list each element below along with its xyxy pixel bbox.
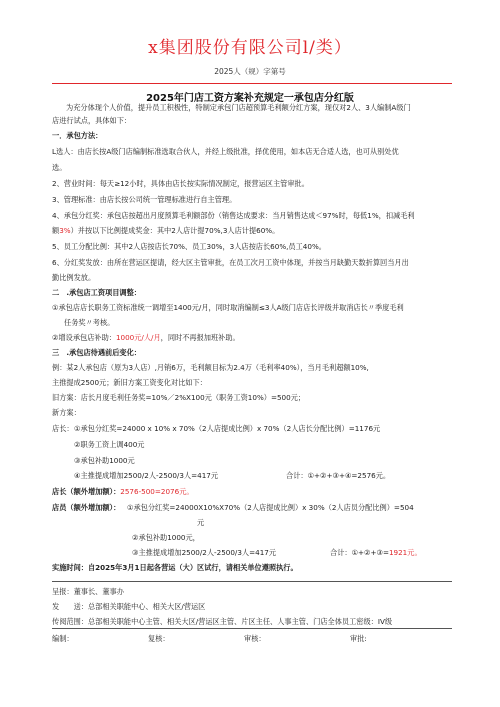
staff-item-3: ③主推提成增加2500/2人-2500/3人=417元 <box>132 548 277 557</box>
s3-line-2: 主推提成2500元；新旧方案工资变化对比如下： <box>52 378 207 387</box>
s2-item-2-a: ②增设承包店补助： <box>52 333 116 342</box>
s1-item-5: 5、员工分配比例：其中2人店按店长70%、员工30%，3人店按店长60%,员工40%。 <box>52 242 326 251</box>
s1-item-3: 3、管理标准：由店长按公司统一管理标准进行自主管理。 <box>52 195 237 204</box>
section-3-heading: 三 .承包店待遇前后变化： <box>52 348 141 357</box>
s2-item-1-cont: 任务奖〃考核。 <box>64 318 115 327</box>
document-number: 2025人（规）字第号 <box>214 67 286 76</box>
staff-total-a: 合计：①+②+③= <box>330 548 389 557</box>
s1-item-4-cont-a: 额 <box>52 226 60 235</box>
s1-item-6: 6、分红奖发放：由所在营运区提请，经大区主管审批，在员工次月工资中体现，并按当月缺勤天数折算回当月出 <box>52 258 409 267</box>
effective-date: 实施时间：自2025年3月1日起各营运（大）区试行，请相关单位遵照执行。 <box>52 563 298 572</box>
manager-extra-label: 店长（额外增加额）： <box>52 487 121 496</box>
sign-compile: 编制： <box>52 634 74 643</box>
s1-item-2: 2、营业时间：每天≥12小时，具体由店长按实际情况制定，报营运区主管审批。 <box>52 179 309 188</box>
divider-bottom <box>52 628 452 629</box>
sign-recheck: 复核： <box>148 634 170 643</box>
s2-item-2-red: 1000元/人/月 <box>115 333 161 342</box>
circulation-scope: 传阅范围：总部相关职能中心主管、相关大区/营运区主管、片区主任、人事主管、门店全体员工密级：IV级 <box>52 617 393 626</box>
sign-approve: 审批: <box>350 634 367 643</box>
intro-line-2: 店进行试点，具体如下： <box>52 116 132 125</box>
staff-total-red: 1921元。 <box>388 548 422 557</box>
manager-item-1: ①承包分红奖=24000 x 10% x 70%（2人店提成比例）x 70%（2人店长分配比例）=1176元 <box>74 424 381 433</box>
s2-item-1: ①承包店店长职务工资标准统一调增至1400元/月，同时取消编制≤3人A级门店店长评级并取消店长〃季度毛利 <box>52 303 404 312</box>
manager-extra-value: 2576-500=2076元。 <box>120 487 194 496</box>
staff-item-1: ①承包分红奖=24000X10%X70%（2人店提成比例）x 30%（2人店员分配比例）=504 <box>127 503 414 512</box>
header-red-rule <box>52 83 452 84</box>
s3-line-4: 新方案： <box>52 408 81 417</box>
s1-item-1-cont: 选。 <box>52 163 67 172</box>
staff-total <box>330 548 422 557</box>
s1-item-6-cont: 勤比例发放。 <box>52 273 96 282</box>
divider-top <box>52 581 452 582</box>
s1-item-4: 4、承包分红奖：承包店按超出月度预算毛利额部份（销售达成要求：当月销售达成＜97%时，每低1%，扣减毛利 <box>52 211 415 220</box>
staff-item-1-cont: 元 <box>197 518 205 527</box>
manager-item-3: ③承包补助1000元 <box>74 456 135 465</box>
s2-item-2 <box>52 333 240 342</box>
s3-line-3: 旧方案：店长月度毛利任务奖=10%／2%X100元（职务工资10%）=500元； <box>52 393 306 402</box>
staff-label: 店员（额外增加额）： <box>52 503 121 512</box>
manager-total: 合计：①+②+③+④=2576元。 <box>286 471 391 480</box>
manager-label: 店长： <box>52 424 74 433</box>
send-to: 发 送：总部相关职能中心、相关大区/营运区 <box>52 602 206 611</box>
manager-extra <box>52 487 194 496</box>
staff-item-2: ②承包补助1000元， <box>132 533 200 542</box>
company-name: x集团股份有限公司l/类） <box>148 38 352 58</box>
s1-item-4-red: 3% <box>59 226 71 235</box>
manager-item-2: ②职务工资上调400元 <box>74 440 145 449</box>
intro-line-1: 为充分体现个人价值，提升员工积极性，特制定承包门店超预算毛利额分红方案，现仅对2人、3人编制A级门 <box>66 103 411 112</box>
submit-to: 呈报：董事长、董事办 <box>52 587 124 596</box>
document-title: 2025年门店工资方案补充规定一承包店分红版 <box>146 93 354 104</box>
section-1-heading: 一．承包方法： <box>52 131 103 140</box>
s1-item-4-cont-b: ）并按以下比例提成奖金：其中2人店计提70%,3人店计提60%。 <box>70 226 280 235</box>
s2-item-2-b: ，同时不再报加班补助。 <box>160 333 240 342</box>
s3-line-1: 例：某2人承包店（原为3人店）,月销6万，毛利额目标为2.4万（毛利率40%），当月毛利超额10%, <box>52 363 369 372</box>
s1-item-4-cont <box>52 226 279 235</box>
sign-review: 审核： <box>244 634 266 643</box>
manager-item-4: ④主推提成增加2500/2人-2500/3人=417元 <box>74 471 219 480</box>
section-2-heading: 二 .承包店工资项目调整： <box>52 288 141 297</box>
s1-item-1: L选人：由店长按A级门店编制标准选取合伙人，并经上级批准，择优使用，如本店无合适人选，也可从别处优 <box>52 147 399 156</box>
